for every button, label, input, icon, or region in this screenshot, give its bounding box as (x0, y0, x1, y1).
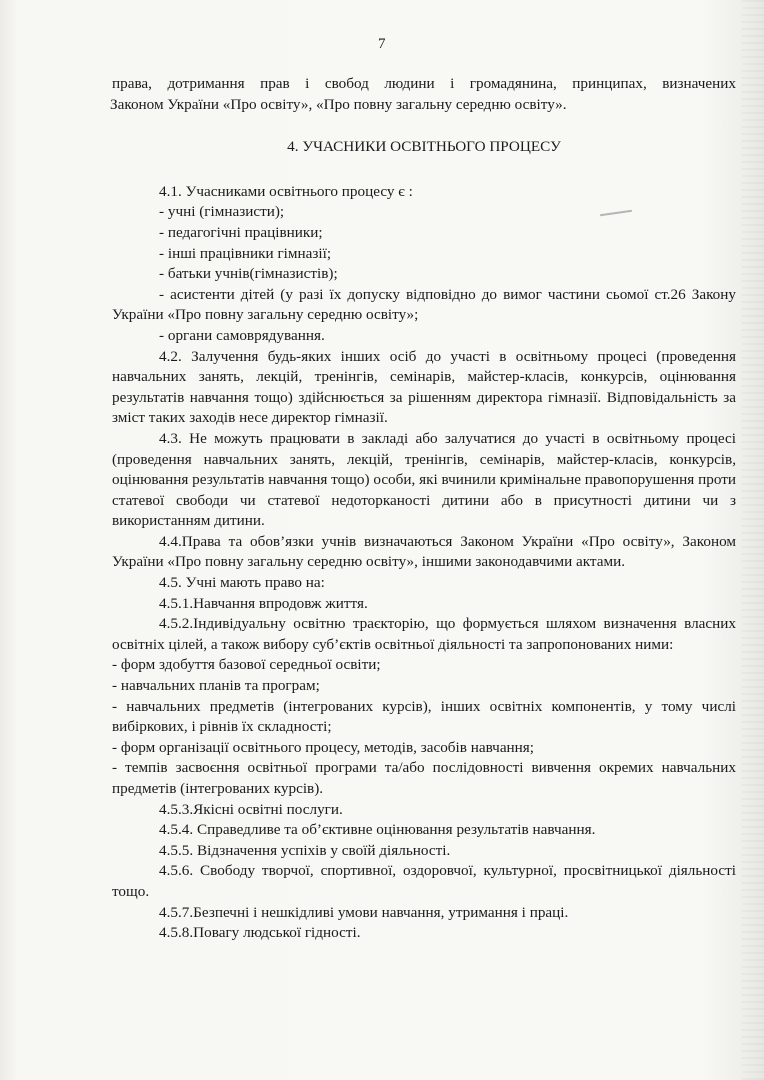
choice-item: - форм здобуття базової середньої освіти; (112, 656, 381, 674)
participant-item: - асистенти дітей (у разі їх допуску відповідно до вимог частини сьомої ст.26 Закону України «Про повну загальну середню освіту»; (112, 285, 736, 324)
paragraph-4-5-2: 4.5.2.Індивідуальну освітню траєкторію, що формується шляхом визначення власних освітніх цілей, а також вибору суб’єктів освітньої діяльності та запропонованих ними: (112, 615, 736, 653)
paragraph-4-4: 4.4.Права та обов’язки учнів визначаються Законом України «Про освіту», Законом України «Про повну загальну середню освіту», іншими законодавчими актами. (112, 532, 736, 571)
intro-line-1: права, дотримання прав і свобод людини і громадянина, принципах, визначених (112, 75, 736, 92)
choice-item: - навчальних предметів (інтегрованих курсів), інших освітніх компонентів, у тому числі вибіркових, і рівнів їх складності; (112, 697, 736, 736)
choice-item: - темпів засвоєння освітньої програми та/або послідовності вивчення окремих навчальних предметів (інтегрованих курсів). (112, 759, 736, 797)
paragraph-4-5-5: 4.5.5. Відзначення успіхів у своїй діяльності. (159, 841, 451, 859)
paragraph-4-3: 4.3. Не можуть працювати в закладі або залучатися до участі в освітньому процесі (проведення навчальних занять, лекцій, тренінгів, семінарів, майстер-класів, конкурсів, оцінювання результатів навчання тощо) особи, які вчинили кримінальне правопорушення проти статевої свободи чи статевої недоторканості дитини або в присутності дитини чи з використанням дитини. (112, 429, 736, 530)
paragraph-4-5-8: 4.5.8.Повагу людської гідності. (159, 924, 361, 942)
participant-item: - батьки учнів(гімназистів); (159, 265, 338, 283)
choice-item: - навчальних планів та програм; (112, 677, 320, 695)
scan-edge (742, 0, 764, 1080)
paragraph-4-2: 4.2. Залучення будь-яких інших осіб до участі в освітньому процесі (проведення навчальних занять, лекцій, тренінгів, семінарів, майстер-класів, конкурсів, оцінювання результатів навчання тощо) здійснюється за рішенням директора гімназії. Відповідальність за зміст таких заходів несе директор гімназії. (112, 347, 736, 427)
paragraph-4-5: 4.5. Учні мають право на: (159, 574, 325, 592)
paragraph-4-5-7: 4.5.7.Безпечні і нешкідливі умови навчання, утримання і праці. (159, 903, 569, 921)
document-body (112, 74, 736, 944)
page-number: 7 (378, 36, 386, 52)
paragraph-4-1: 4.1. Учасниками освітнього процесу є : (159, 182, 413, 200)
participant-item: - інші працівники гімназії; (159, 244, 332, 262)
paragraph-4-5-3: 4.5.3.Якісні освітні послуги. (159, 800, 343, 818)
participant-item: - органи самоврядування. (159, 326, 325, 344)
paragraph-4-5-4: 4.5.4. Справедливе та об’єктивне оцінювання результатів навчання. (159, 821, 596, 839)
section-heading: 4. УЧАСНИКИ ОСВІТНЬОГО ПРОЦЕСУ (287, 138, 561, 156)
participant-item: - педагогічні працівники; (159, 223, 323, 241)
paragraph-4-5-6: 4.5.6. Свободу творчої, спортивної, оздоровчої, культурної, просвітницької діяльності тощо. (112, 862, 736, 900)
choice-item: - форм організації освітнього процесу, методів, засобів навчання; (112, 738, 535, 756)
paragraph-4-5-1: 4.5.1.Навчання впродовж життя. (159, 594, 368, 612)
intro-line-2: Законом України «Про освіту», «Про повну загальну середню освіту». (110, 95, 567, 113)
participant-item: - учні (гімназисти); (159, 203, 285, 221)
